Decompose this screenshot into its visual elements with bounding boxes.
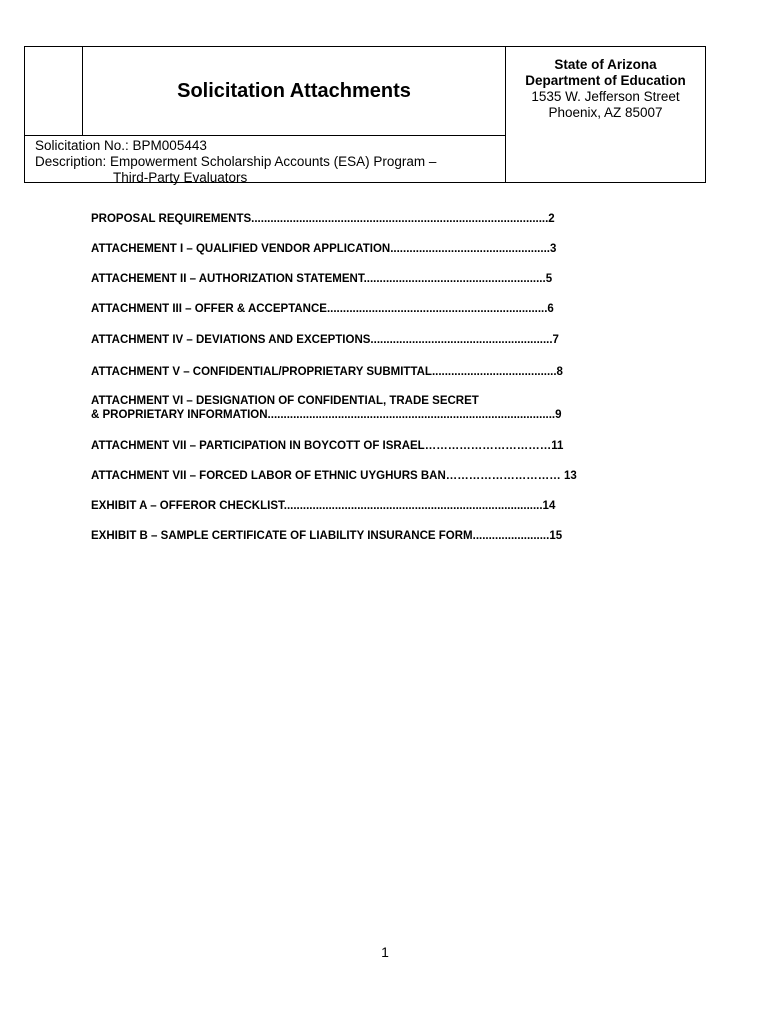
toc-entry-exhibit-a[interactable]: EXHIBIT A – OFFEROR CHECKLIST.................................................................................14	[91, 500, 556, 512]
header-table	[24, 46, 706, 183]
toc-entry-exhibit-b[interactable]: EXHIBIT B – SAMPLE CERTIFICATE OF LIABILITY INSURANCE FORM........................15	[91, 530, 563, 542]
solicitation-number: Solicitation No.: BPM005443	[35, 138, 207, 153]
agency-state: State of Arizona	[554, 57, 657, 72]
agency-address	[506, 47, 705, 182]
description-line-1: Description: Empowerment Scholarship Accounts (ESA) Program –	[35, 154, 437, 169]
toc-entry-attachment-ii[interactable]: ATTACHEMENT II – AUTHORIZATION STATEMENT.........................................................5	[91, 273, 553, 285]
toc-entry-attachment-i[interactable]: ATTACHEMENT I – QUALIFIED VENDOR APPLICATION..................................................3	[91, 243, 557, 255]
toc-entry-attachment-vi[interactable]	[91, 394, 562, 422]
document-title: Solicitation Attachments	[177, 79, 411, 102]
toc-entry-attachment-iv[interactable]: ATTACHMENT IV – DEVIATIONS AND EXCEPTIONS.........................................................7	[91, 334, 559, 346]
header-title-cell	[83, 47, 506, 135]
toc-entry-attachment-iii[interactable]: ATTACHMENT III – OFFER & ACCEPTANCE.....................................................................6	[91, 303, 554, 315]
toc-entry-attachment-v[interactable]: ATTACHMENT V – CONFIDENTIAL/PROPRIETARY SUBMITTAL.......................................8	[91, 366, 563, 378]
agency-street: 1535 W. Jefferson Street	[531, 89, 680, 104]
header-blank-cell	[25, 47, 83, 135]
page-number: 1	[381, 944, 389, 960]
toc-entry-attachment-vi-line-1: ATTACHMENT VI – DESIGNATION OF CONFIDENTIAL, TRADE SECRET	[91, 395, 479, 407]
description-line-2: Third-Party Evaluators	[113, 170, 248, 185]
agency-department: Department of Education	[525, 73, 686, 88]
toc-entry-attachment-vii-forced-labor[interactable]: ATTACHMENT VII – FORCED LABOR OF ETHNIC UYGHURS BAN………………………… 13	[91, 470, 577, 482]
toc-entry-proposal-requirements[interactable]: PROPOSAL REQUIREMENTS.............................................................................................2	[91, 213, 555, 225]
toc-entry-attachment-vii-boycott[interactable]: ATTACHMENT VII – PARTICIPATION IN BOYCOTT OF ISRAEL……………………………11	[91, 440, 564, 452]
agency-city: Phoenix, AZ 85007	[548, 105, 663, 120]
solicitation-info	[25, 135, 506, 185]
toc-entry-attachment-vi-line-2: & PROPRIETARY INFORMATION..........................................................................................9	[91, 409, 562, 421]
